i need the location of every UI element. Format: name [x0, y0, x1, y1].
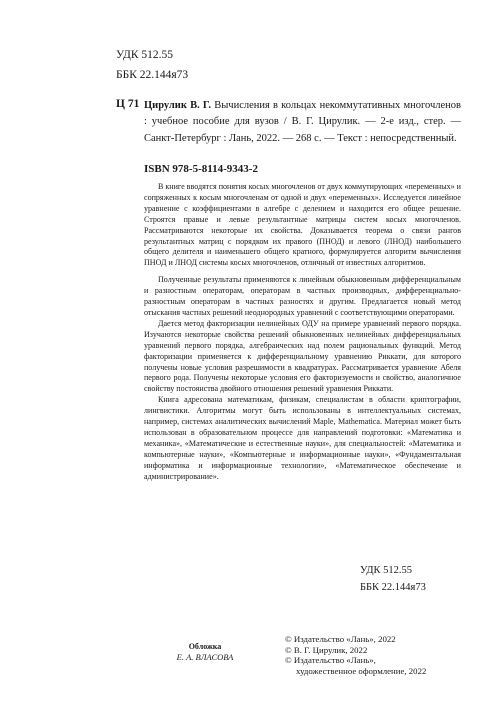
copyright-line: © Издательство «Лань», [285, 655, 376, 666]
bibliographic-description [144, 98, 461, 147]
classification-codes-top [116, 45, 188, 85]
cover-designer: Е. А. ВЛАСОВА [176, 652, 234, 662]
annotation-paragraph: В книге вводятся понятия косых многочленов от двух коммутирующих «переменных» и сопряженных к косым многочленам от одной и двух «переменных». Исследуется линейное уравнение с коэффициентами в алгебре с делением и находится его общее решение. Строятся правые и левые результантные матрицы систем косых многочленов. Рассматриваются некоторые их свойства. Доказывается теорема о связи рангов результантных матриц с порядком их правого (ПНОД) и левого (ЛНОД) наибольшего общего делителя и наименьшего общего кратного, формулируется алгоритм вычисления ПНОД и ЛНОД системы косых многочленов, отличный от известных алгоритмов. [144, 182, 461, 268]
isbn: ISBN 978-5-8114-9343-2 [144, 163, 258, 175]
annotation-paragraph: Полученные результаты применяются к линейным обыкновенным дифференциальным и разностным операторам, операторам в частных производных, дифференциально-разностным операторам в частных разностях и другим. Предлагается новый метод отыскания частных решений неоднородных уравнений с соответствующими операторами. [144, 275, 461, 317]
bibliographic-text: Вычисления в кольцах некоммутативных многочленов : учебное пособие для вузов / В. Г. Цирулик. — 2-е изд., стер. — Санкт-Петербург : Лань, 2022. — 268 с. — Текст : непосредственный. [144, 100, 461, 144]
copyright-line: художественное оформление, 2022 [296, 665, 427, 676]
cover-credit [160, 641, 250, 663]
annotation-paragraph: Дается метод факторизации нелинейных ОДУ на примере уравнений первого порядка. Изучаются некоторые свойства решений обыкновенных нелинейных дифференциальных уравнений первого порядка, алгебраических над полем рациональных функций. Метод факторизации применяется к дифференциальному уравнению Риккати, для которого получены новые условия разрешимости в квадратурах. Рассматривается уравнение Абеля первого рода. Получены некоторые условия его факторизуемости и свойство, аналогичное свойству постоянства двойного отношения решений уравнения Риккати. [144, 318, 461, 394]
author-sign: Ц 71 [116, 98, 140, 110]
author-name: Цирулик В. Г. [144, 100, 212, 111]
catalog-entry [116, 98, 461, 147]
annotation-paragraph: Книга адресована математикам, физикам, специалистам в области криптографии, лингвистики. Алгоритмы могут быть использованы в интеллектуальных системах, например, системах аналитических вычислений Maple, Mathematica. Материал может быть использован в образовательном процессе для направлений подготовки: «Математика и механика», «Математические и естественные науки», для специальностей: «Математика и компьютерные науки», «Компьютерные и информационные науки», «Фундаментальная информатика и информационные технологии», «Математическое обеспечение и администрирование». [144, 395, 461, 481]
copyright-line: © Издательство «Лань», 2022 [285, 634, 396, 644]
udk-code: УДК 512.55 [116, 49, 173, 61]
bbk-code: ББК 22.144я73 [116, 69, 189, 81]
classification-codes-bottom [360, 562, 426, 596]
udk-code: УДК 512.55 [360, 565, 413, 576]
bbk-code: ББК 22.144я73 [360, 582, 426, 593]
copyright-notices [285, 634, 426, 676]
annotation [144, 182, 461, 482]
cover-label: Обложка [188, 642, 222, 651]
copyright-line: © В. Г. Цирулик, 2022 [285, 644, 368, 655]
